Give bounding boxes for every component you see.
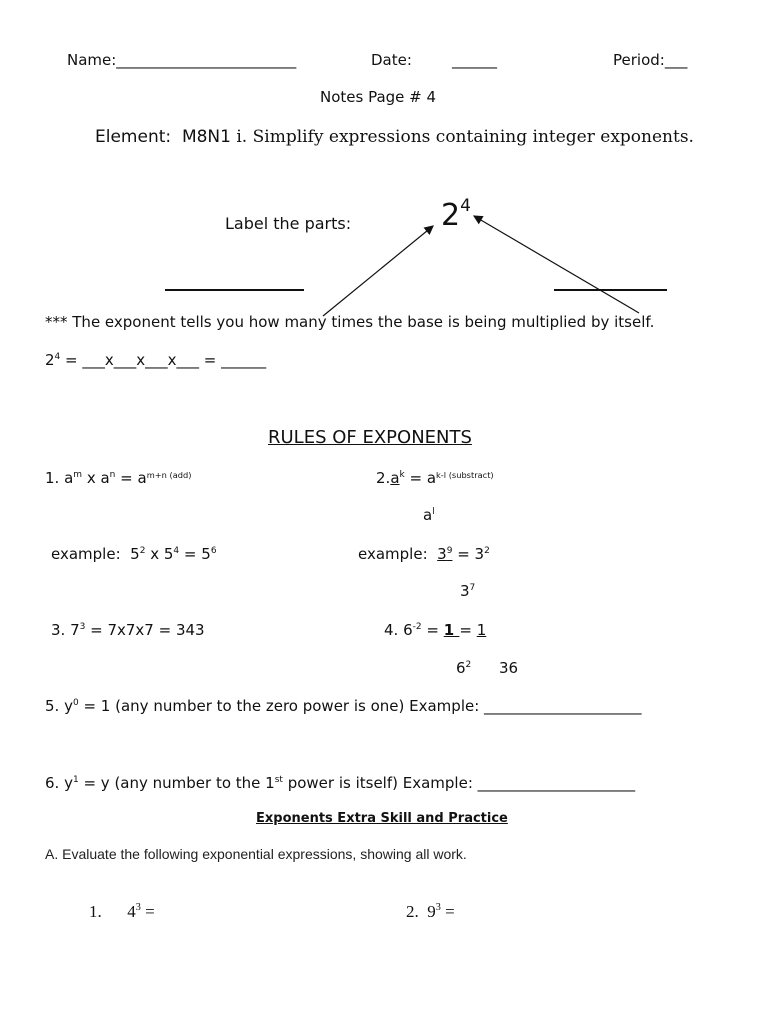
rule-4-denominator-1: $6^2$: [456, 659, 472, 677]
element-text: i. Simplify expressions containing integer exponents.: [236, 127, 694, 147]
exponent-arrow: [474, 216, 639, 313]
expansion-base: 2: [45, 351, 55, 369]
element-label: Element:: [95, 127, 172, 147]
rule-4: 4. $6^{-2} = 1 = 1$: [384, 621, 487, 639]
power-base: 2: [441, 198, 461, 233]
practice-item-1: 1. $4^3$ =: [89, 902, 155, 921]
period-field-label: Period:___: [613, 51, 688, 69]
example-2-denominator: $3^7$: [460, 582, 476, 600]
example-1: example: $5^2$ x $5^4 = 5^6$: [51, 545, 217, 563]
practice-instruction: A. Evaluate the following exponential expressions, showing all work.: [45, 846, 467, 862]
practice-item-2: 2. $9^3$ =: [406, 902, 455, 921]
rule-5: 5. $y^0 = 1$ (any number to the zero power is one) Example: _____________________: [45, 697, 642, 715]
date-field-blank: ______: [452, 51, 497, 69]
expansion-exp: 4: [54, 352, 61, 363]
notes-page-title: Notes Page # 4: [320, 88, 437, 106]
power-exponent: 4: [460, 196, 471, 216]
example-2: example: $3^9 = 3^2$: [358, 545, 490, 563]
rule-4-denominator-2: 36: [499, 659, 519, 677]
practice-title: Exponents Extra Skill and Practice: [256, 811, 508, 826]
rule-2: $2.a^k = a^{k-l (substract)}$: [376, 469, 494, 487]
rule-3: 3. $7^3 = 7x7x7 = 343$: [51, 621, 205, 639]
element-code: M8N1: [181, 127, 231, 147]
rule-2-denominator: $a^l$: [423, 506, 435, 524]
date-field-label: Date:: [371, 51, 412, 69]
rule-1: 1. $a^m$ x $a^n = a^{m+n (add)}$: [45, 469, 192, 487]
rule-6: 6. $y^1 = y$ (any number to the 1st power is itself) Example: _____________________: [45, 774, 636, 792]
base-arrow: [323, 226, 433, 316]
label-parts-prompt: Label the parts:: [225, 214, 352, 233]
expansion-line: [45, 351, 266, 369]
rules-title: RULES OF EXPONENTS: [268, 427, 472, 448]
name-field-label: Name:________________________: [67, 51, 297, 69]
expansion-blanks: = ___x___x___x___ = ______: [60, 351, 267, 369]
exponent-note: *** The exponent tells you how many times the base is being multiplied by itself.: [45, 313, 655, 331]
